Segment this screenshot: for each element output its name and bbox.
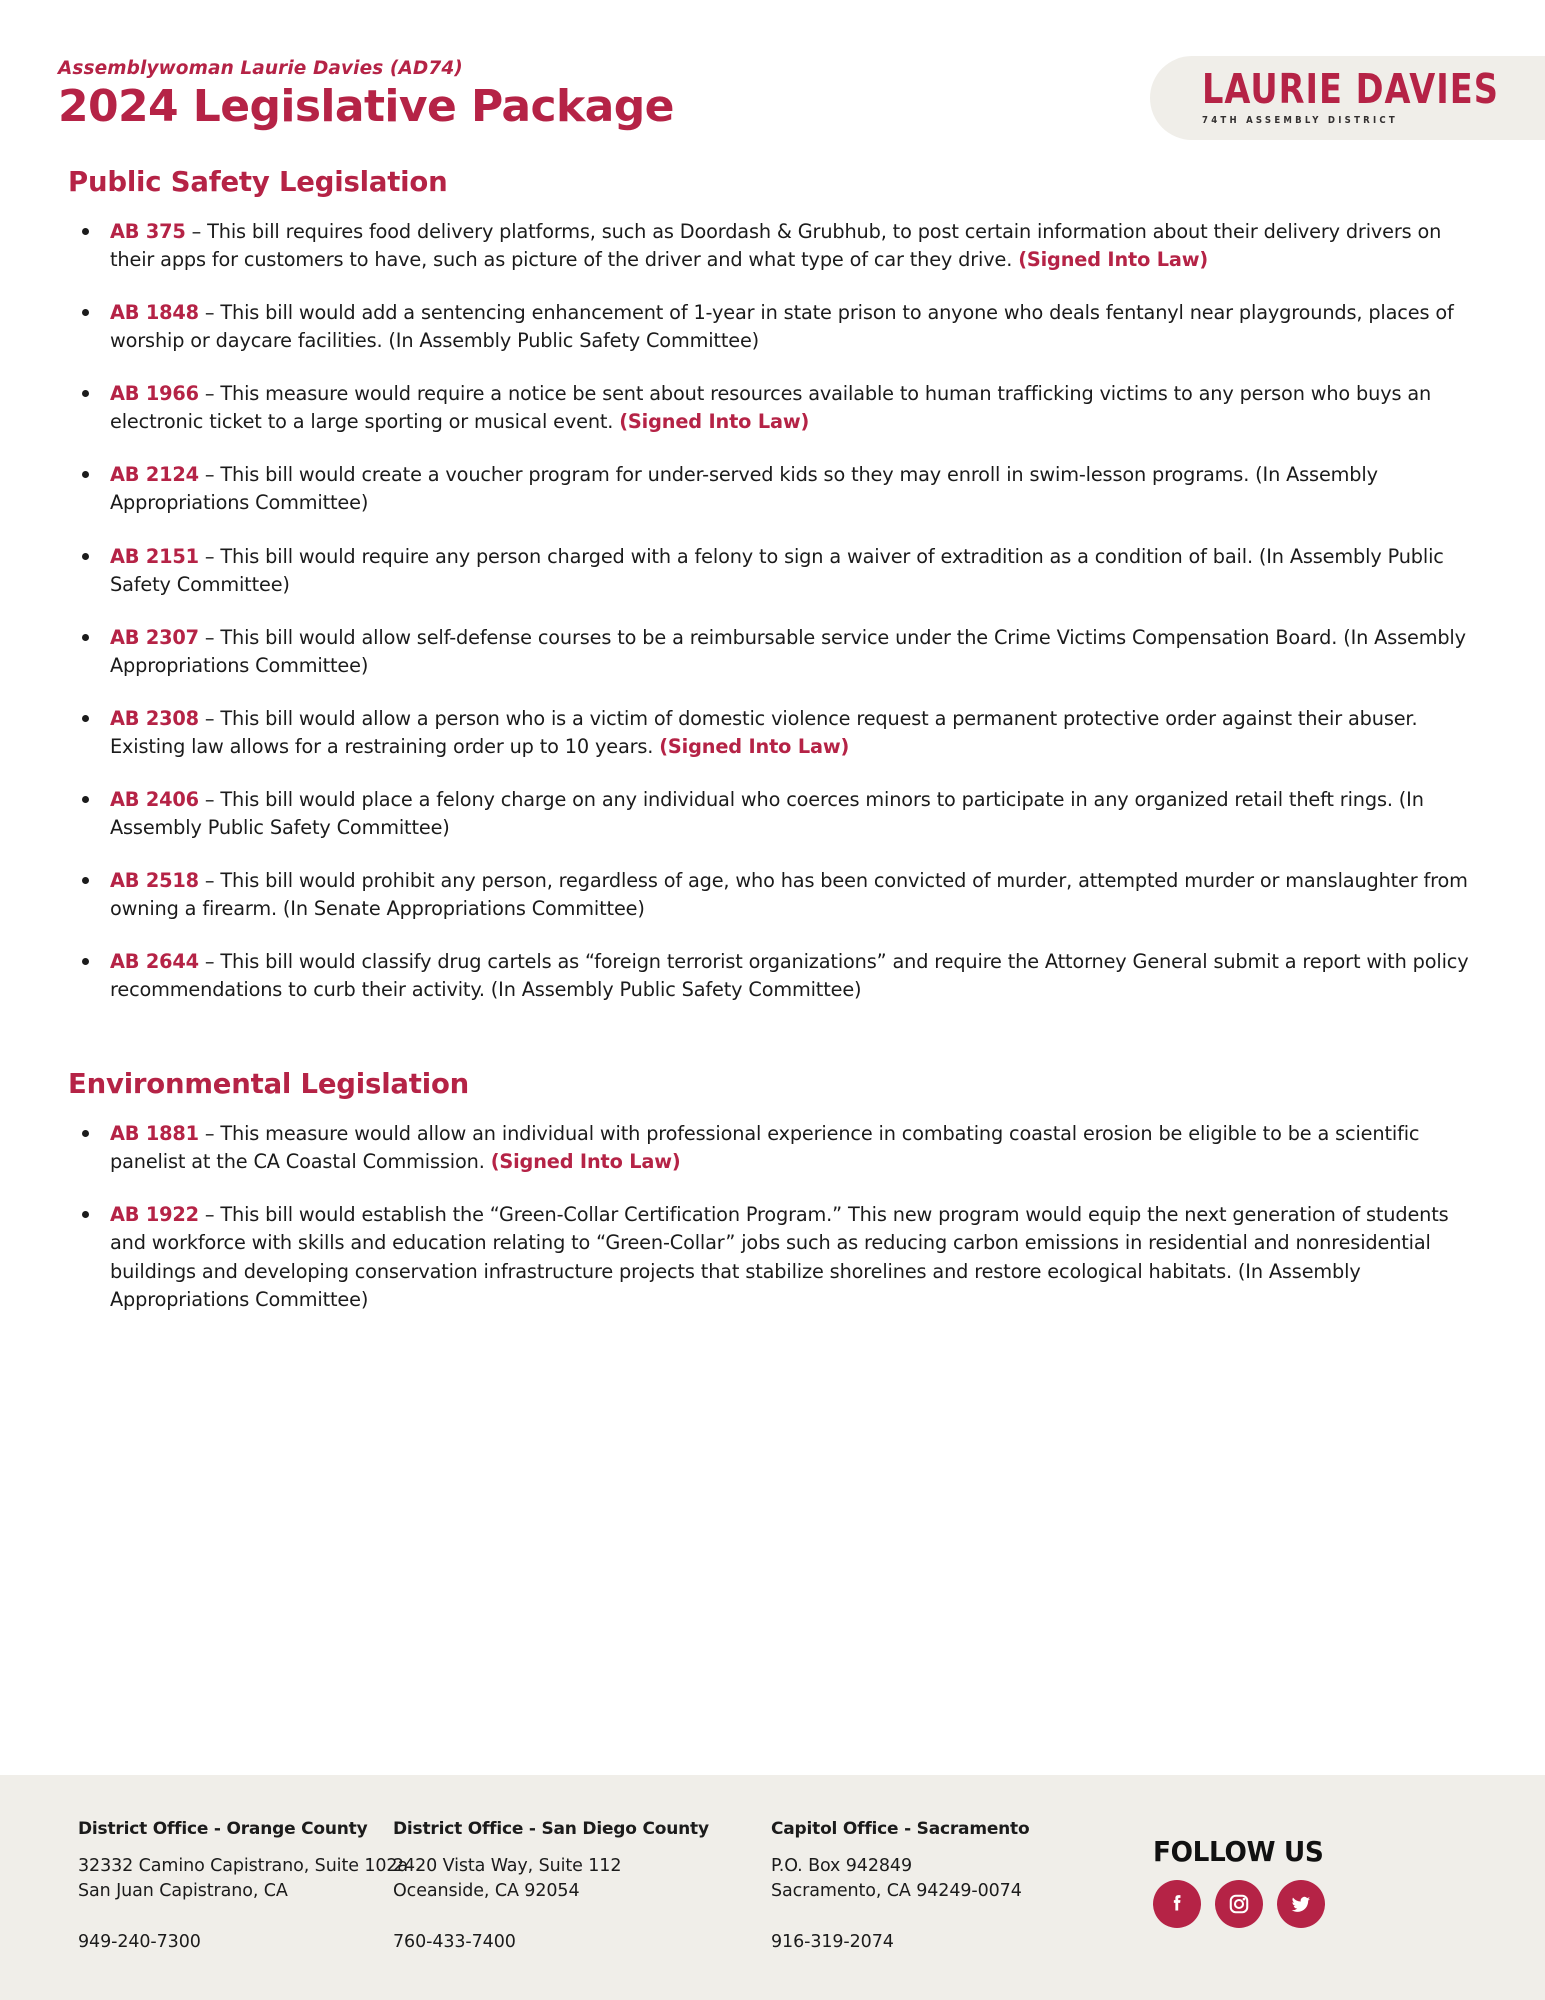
header-title-block (58, 58, 674, 131)
office-address (771, 1854, 1101, 1904)
bill-number: AB 1848 (110, 301, 199, 325)
bill-number: AB 2644 (110, 950, 199, 974)
list-item (60, 380, 1485, 436)
bill-description: This bill requires food delivery platforms, such as Doordash & Grubhub, to post certain information about their delivery drivers on their apps for customers to have, such as picture of the driver and what type of car they drive. (110, 220, 1442, 272)
office-address-line-1: P.O. Box 942849 (771, 1856, 912, 1876)
instagram-icon[interactable] (1215, 1880, 1263, 1928)
office-phone[interactable]: 760-433-7400 (393, 1931, 516, 1952)
bill-description: This bill would add a sentencing enhancement of 1-year in state prison to anyone who deals fentanyl near playgrounds, places of worship or daycare facilities. (In Assembly Public Safety Committee) (110, 301, 1454, 353)
bill-description: This measure would require a notice be sent about resources available to human trafficking victims to any person who buys an electronic ticket to a large sporting or musical event. (110, 382, 1432, 434)
follow-us-block (1153, 1819, 1334, 2000)
bill-dash: – (198, 463, 221, 487)
office-address-line-1: 32332 Camino Capistrano, Suite 102a (78, 1856, 409, 1876)
list-item (60, 218, 1485, 274)
logo-wordmark (1202, 65, 1545, 126)
bill-dash: – (198, 1122, 221, 1146)
office-address-line-2: San Juan Capistrano, CA (78, 1880, 288, 1901)
bill-dash: – (198, 950, 221, 974)
office-title: District Office - Orange County (78, 1819, 368, 1839)
bill-dash: – (198, 1203, 221, 1227)
list-item (60, 461, 1485, 517)
bill-dash: – (198, 301, 221, 325)
office-address-line-1: 2420 Vista Way, Suite 112 (393, 1856, 622, 1876)
bullet-icon (82, 1130, 89, 1137)
office-phone[interactable]: 916-319-2074 (771, 1931, 894, 1952)
assemblymember-eyebrow: Assemblywoman Laurie Davies (AD74) (58, 58, 463, 79)
list-item (60, 705, 1485, 761)
office-capitol-sacramento (771, 1819, 1101, 2000)
bullet-icon (82, 553, 89, 560)
office-address (78, 1854, 409, 1904)
bullet-icon (82, 877, 89, 884)
bill-description: This bill would create a voucher program for under-served kids so they may enroll in swim-lesson programs. (In Assembly Appropriations Committee) (110, 463, 1378, 515)
page-title: 2024 Legislative Package (58, 81, 674, 132)
bullet-icon (82, 634, 89, 641)
bill-description: This bill would prohibit any person, regardless of age, who has been convicted of murder, attempted murder or manslaughter from owning a firearm. (In Senate Appropriations Committee) (110, 869, 1468, 921)
bill-description: This measure would allow an individual with professional experience in combating coastal erosion be eligible to be a scientific panelist at the CA Coastal Commission. (110, 1122, 1420, 1174)
bill-description: This bill would allow self-defense courses to be a reimbursable service under the Crime Victims Compensation Board. (In Assembly Appropriations Committee) (110, 625, 1466, 677)
list-item (60, 948, 1485, 1004)
status-badge: (Signed Into Law) (659, 734, 850, 758)
bullet-icon (82, 309, 89, 316)
bill-number: AB 1922 (110, 1203, 199, 1227)
bill-number: AB 2308 (110, 706, 199, 730)
bill-description: This bill would allow a person who is a victim of domestic violence request a permanent protective order against their abuser. Existing law allows for a restraining order up to 10 years. (110, 706, 1418, 758)
section-heading-public-safety: Public Safety Legislation (68, 166, 448, 198)
status-badge: (Signed Into Law) (1018, 248, 1209, 272)
facebook-icon[interactable] (1153, 1880, 1201, 1928)
bill-description: This bill would classify drug cartels as “foreign terrorist organizations” and require the Attorney General submit a report with policy recommendations to curb their activity. (In Assembly Public Safety Committee) (110, 950, 1469, 1002)
bill-number: AB 1881 (110, 1122, 199, 1146)
bill-description: This bill would place a felony charge on any individual who coerces minors to participate in any organized retail theft rings. (In Assembly Public Safety Committee) (110, 787, 1424, 839)
logo-district-text: 74TH ASSEMBLY DISTRICT (1202, 114, 1398, 126)
bill-number: AB 2151 (110, 544, 199, 568)
bullet-icon (82, 1211, 89, 1218)
bullet-icon (82, 471, 89, 478)
bill-number: AB 2124 (110, 463, 199, 487)
logo-name-text: LAURIE DAVIES (1202, 65, 1499, 114)
document-body (0, 166, 1545, 1314)
bill-dash: – (185, 220, 208, 243)
bill-number: AB 2518 (110, 869, 199, 892)
bullet-icon (82, 958, 89, 965)
list-item (60, 867, 1485, 923)
list-item (60, 543, 1485, 599)
follow-us-title: FOLLOW US (1153, 1835, 1324, 1868)
bill-dash: – (198, 787, 221, 811)
bullet-icon (82, 796, 89, 803)
office-orange-county (78, 1819, 409, 2000)
office-address-line-2: Sacramento, CA 94249-0074 (771, 1880, 1022, 1901)
office-address-line-2: Oceanside, CA 92054 (393, 1880, 580, 1901)
status-badge: (Signed Into Law) (619, 410, 810, 434)
office-san-diego-county (393, 1819, 771, 2000)
bullet-icon (82, 390, 89, 397)
bill-dash: – (198, 544, 221, 568)
office-phone[interactable]: 949-240-7300 (78, 1931, 201, 1952)
list-item (60, 786, 1485, 842)
bullet-icon (82, 715, 89, 722)
bill-number: AB 2406 (110, 787, 199, 811)
list-item (60, 624, 1485, 680)
bill-number: AB 1966 (110, 382, 199, 406)
social-links (1153, 1880, 1334, 1928)
status-badge: (Signed Into Law) (490, 1150, 681, 1174)
bill-description: This bill would require any person charged with a felony to sign a waiver of extradition as a condition of bail. (In Assembly Public Safety Committee) (110, 544, 1444, 596)
section-public-safety (60, 166, 1485, 1004)
section-heading-environmental: Environmental Legislation (68, 1068, 470, 1101)
twitter-icon[interactable] (1277, 1880, 1325, 1928)
bill-dash: – (198, 625, 221, 649)
bill-description: This bill would establish the “Green-Collar Certification Program.” This new program would equip the next generation of students and workforce with skills and education relating to “Green-Collar” jobs such as reducing carbon emissions in residential and nonresidential buildings and developing conservation infrastructure projects that stabilize shorelines and restore ecological habitats. (In Assembly Appropriations Committee) (110, 1203, 1449, 1311)
page-footer (0, 1775, 1545, 2000)
list-item (60, 299, 1485, 355)
page-header (0, 0, 1545, 160)
bill-list-public-safety (60, 218, 1485, 1004)
list-item (60, 1201, 1485, 1313)
office-title: Capitol Office - Sacramento (771, 1819, 1030, 1839)
bill-list-environmental (60, 1120, 1485, 1313)
section-environmental (60, 1068, 1485, 1313)
office-title: District Office - San Diego County (393, 1819, 709, 1839)
bill-number: AB 375 (110, 220, 186, 243)
office-address (393, 1854, 771, 1904)
bill-dash: – (198, 706, 221, 730)
list-item (60, 1120, 1485, 1176)
bill-number: AB 2307 (110, 625, 199, 649)
bill-dash: – (198, 869, 221, 892)
bill-dash: – (198, 382, 221, 406)
bullet-icon (82, 228, 89, 235)
laurie-davies-logo (1150, 56, 1545, 140)
